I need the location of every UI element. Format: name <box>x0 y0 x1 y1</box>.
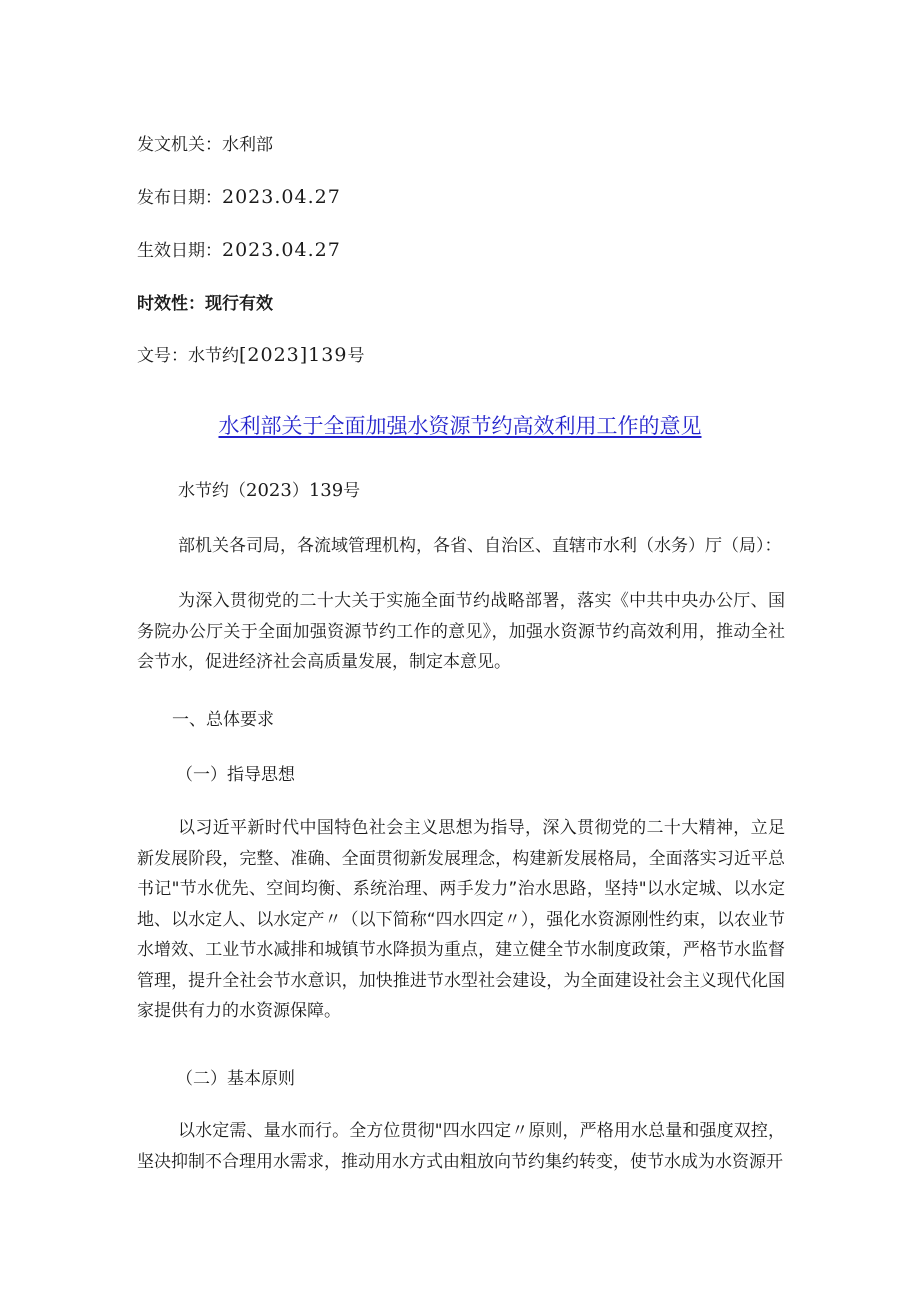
doc-number-line <box>178 476 826 506</box>
issuer-value: 水利部 <box>222 135 273 155</box>
publish-date-value: 2023.04.27 <box>222 186 341 208</box>
issuer-line <box>137 134 273 156</box>
docno-label: 文号：水节约 <box>137 346 239 366</box>
document-number-line <box>137 344 364 367</box>
doc-number-mid: ） <box>291 481 309 501</box>
publish-date-line <box>137 186 341 209</box>
salutation: 部机关各司局，各流域管理机构，各省、自治区、直辖市水利（水务）厅（局）： <box>178 536 782 556</box>
doc-number-num: 139 <box>308 480 344 501</box>
publish-date-label: 发布日期： <box>137 188 222 208</box>
issuer-label: 发文机关： <box>137 135 222 155</box>
subheading-basic-principles: （二）基本原则 <box>176 1069 295 1089</box>
subheading-guiding-thought: （一）指导思想 <box>176 765 295 785</box>
doc-number-prefix: 水节约（ <box>178 481 246 501</box>
effective-date-line <box>137 239 341 262</box>
validity-status: 时效性：现行有效 <box>137 294 273 314</box>
section-heading-1: 一、总体要求 <box>172 710 274 730</box>
effective-date-value: 2023.04.27 <box>222 239 341 261</box>
intro-paragraph: 为深入贯彻党的二十大关于实施全面节约战略部署，落实《中共中央办公厅、国务院办公厅关于全面加强资源节约工作的意见》，加强水资源节约高效利用，推动全社会节水，促进经济社会高质量发展，制定本意见。 <box>137 591 785 672</box>
docno-value: [2023]139 <box>239 344 348 366</box>
principle-paragraph: 以水定需、量水而行。全方位贯彻"四水四定〃原则，严格用水总量和强度双控，坚决抑制不合理用水需求，推动用水方式由粗放向节约集约转变，使节水成为水资源开 <box>137 1121 785 1172</box>
guiding-thought-paragraph: 以习近平新时代中国特色社会主义思想为指导，深入贯彻党的二十大精神，立足新发展阶段，完整、准确、全面贯彻新发展理念，构建新发展格局，全面落实习近平总书记"节水优先、空间均衡、系统治理、两手发力”治水思路，坚持"以水定城、以水定地、以水定人、以水定产〃（以下简称“四水四定〃），强化水资源刚性约束，以农业节水增效、工业节水减排和城镇节水降损为重点，建立健全节水制度政策，严格节水监督管理，提升全社会节水意识，加快推进节水型社会建设，为全面建设社会主义现代化国家提供有力的水资源保障。 <box>137 818 785 1021</box>
effective-date-label: 生效日期： <box>137 241 222 261</box>
docno-suffix: 号 <box>347 346 365 366</box>
document-title-link[interactable]: 水利部关于全面加强水资源节约高效利用工作的意见 <box>218 414 702 438</box>
doc-number-suffix: 号 <box>343 481 361 501</box>
doc-number-year: 2023 <box>246 480 292 501</box>
